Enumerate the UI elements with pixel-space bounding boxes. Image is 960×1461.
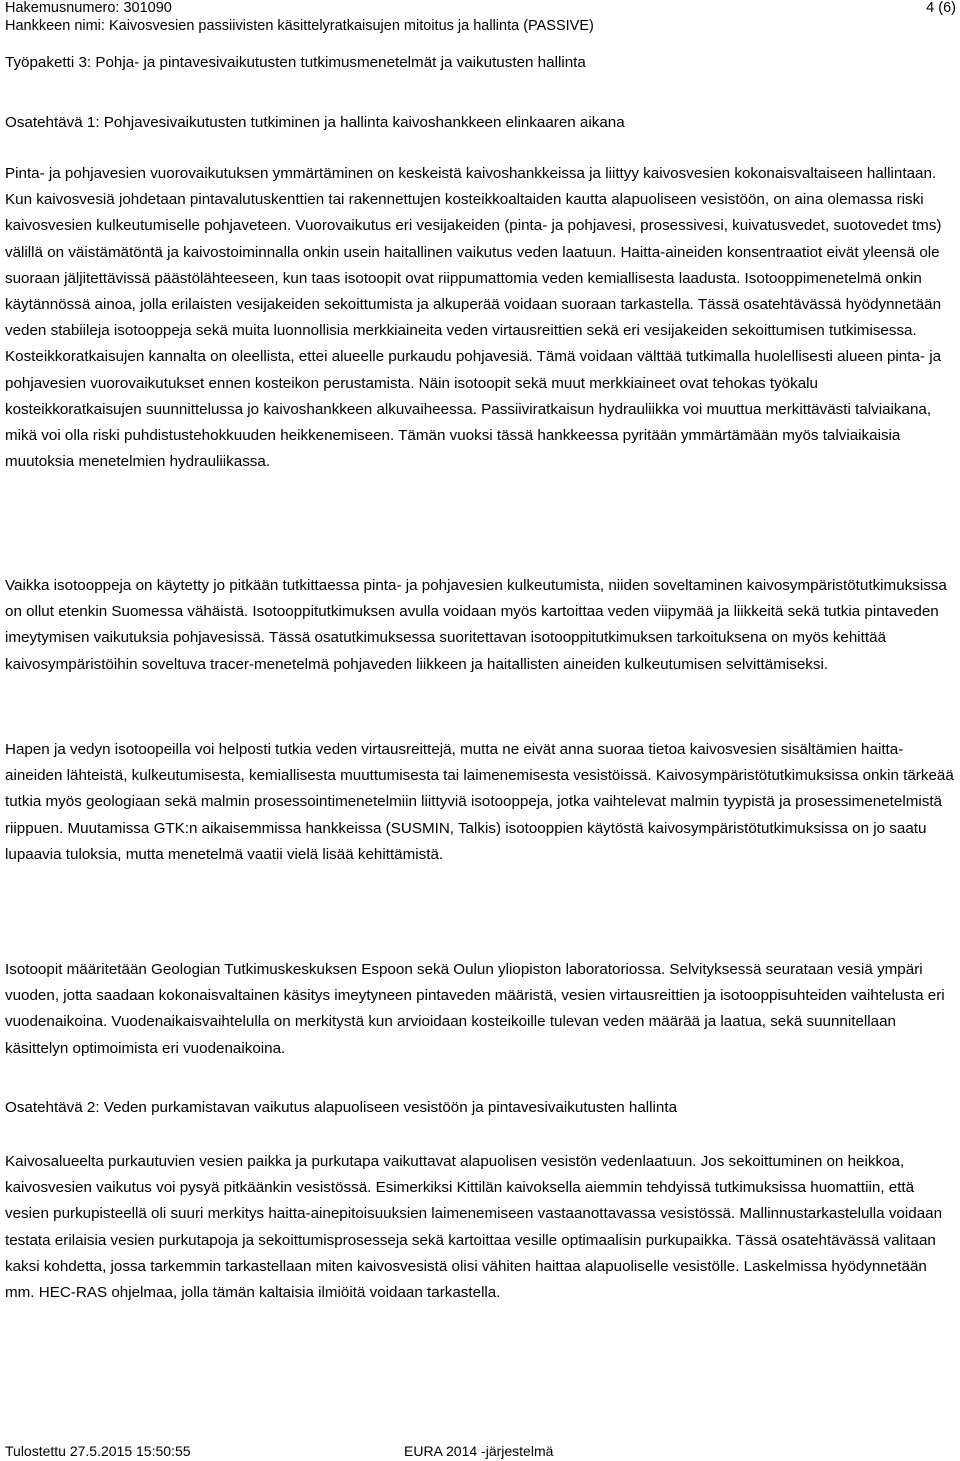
paragraph-laboratories: Isotoopit määritetään Geologian Tutkimuskeskuksen Espoon sekä Oulun yliopiston laboratoriossa. Selvityksessä seurataan vesiä ympäri vuoden, jotta saadaan kokonaisvaltainen käsitys imeytyneen pintaveden määristä, vesien virtausreittien ja isotooppisuhteiden vaihtelusta eri vuodenaikoina. Vuodenaikaisvaihtelulla on merkitystä kun arvioidaan kosteikoille tulevan veden määrää ja laatua, sekä suunnitellaan käsittelyn optimoimista eri vuodenaikoina. bbox=[5, 961, 945, 1057]
work-package-title: Työpaketti 3: Pohja- ja pintavesivaikutusten tutkimusmenetelmät ja vaikutusten hallinta bbox=[5, 54, 586, 71]
paragraph-oxygen-hydrogen: Hapen ja vedyn isotoopeilla voi helposti tutkia veden virtausreittejä, mutta ne eivät anna suoraa tietoa kaivosvesien sisältämien haitta-aineiden lähteistä, kulkeutumisesta, kemiallisesta muuttumisesta tai laimenemisesta vesistöissä. Kaivosympäristötutkimuksissa onkin tärkeää tutkia myös geologiaan sekä malmin prosessointimenetelmiin liittyviä isotooppeja, jotka vaihtelevat malmin tyypistä ja prosessimenetelmistä riippuen. Muutamissa GTK:n aikaisemmissa hankkeissa (SUSMIN, Talkis) isotooppien käytöstä kaivosympäristötutkimuksissa on jo saatu lupaavia tuloksia, mutta menetelmä vaatii vielä lisää kehittämistä. bbox=[5, 741, 954, 863]
footer-system-name: EURA 2014 -järjestelmä bbox=[404, 1443, 554, 1459]
subtask1-title: Osatehtävä 1: Pohjavesivaikutusten tutkiminen ja hallinta kaivoshankkeen elinkaaren aikana bbox=[5, 114, 625, 131]
subtask2-title: Osatehtävä 2: Veden purkamistavan vaikutus alapuoliseen vesistöön ja pintavesivaikutusten hallinta bbox=[5, 1099, 678, 1116]
application-number: Hakemusnumero: 301090 bbox=[5, 0, 172, 16]
page-number: 4 (6) bbox=[926, 0, 956, 16]
paragraph-discharge: Kaivosalueelta purkautuvien vesien paikka ja purkutapa vaikuttavat alapuolisen vesistön vedenlaatuun. Jos sekoittuminen on heikkoa, kaivosvesien vaikutus voi pysyä pitkäänkin vesistössä. Esimerkiksi Kittilän kaivoksella aiemmin tehdyissä tutkimuksissa huomattiin, että vesien purkupisteellä oli suuri merkitys haitta-ainepitoisuuksien laimenemiseen vastaanottavassa vesistössä. Mallinnustarkastelulla voidaan testata erilaisia vesien purkutapoja ja sekoittumisprosesseja sekä kartoittaa vesille optimaalisin purkupaikka. Tässä osatehtävässä valitaan kaksi kohdetta, jossa tarkemmin tarkastellaan miten kaivosvesistä olisi vähiten haittaa alapuoliselle vesistölle. Laskelmissa hyödynnetään mm. HEC-RAS ohjelmaa, jolla tämän kaltaisia ilmiöitä voidaan tarkastella. bbox=[5, 1153, 943, 1302]
paragraph-interaction: Pinta- ja pohjavesien vuorovaikutuksen ymmärtäminen on keskeistä kaivoshankkeissa ja liittyy kaivosvesien kokonaisvaltaiseen hallintaan. Kun kaivosvesiä johdetaan pintavalutuskenttien tai rakennettujen kosteikkoaltaiden kautta alapuoliseen vesistöön, on aina olemassa riski kaivosvesien kulkeutumiselle pohjaveteen. Vuorovaikutus eri vesijakeiden (pinta- ja pohjavesi, prosessivesi, kuivatusvedet, suotovedet tms) välillä on väistämätöntä ja kaivostoiminnalla onkin usein haitallinen vaikutus veden laatuun. Haitta-aineiden konsentraatiot eivät yleensä ole suoraan jäljitettävissä päästölähteeseen, kun taas isotoopit ovat riippumattomia veden kemiallisesta laadusta. Isotooppimenetelmä onkin käytännössä ainoa, jolla erilaisten vesijakeiden sekoittumista ja alkuperää voidaan suoraan tarkastella. Tässä osatehtävässä hyödynnetään veden stabiileja isotooppeja sekä muita luonnollisia merkkiaineita veden virtausreittien sekä eri vesijakeiden sekoittumisen tutkimisessa. Kosteikkoratkaisujen kannalta on oleellista, ettei alueelle purkaudu pohjavesiä. Tämä voidaan välttää tutkimalla huolellisesti alueen pinta- ja pohjavesien vuorovaikutukset ennen kosteikon perustamista. Näin isotoopit sekä muut merkkiaineet ovat tehokas työkalu kosteikkoratkaisujen suunnittelussa jo kaivoshankkeen alkuvaiheessa. Passiiviratkaisun hydrauliikka voi muuttua merkittävästi talviaikana, mikä voi olla riski puhdistustehokkuuden heikkenemiseen. Tämän vuoksi tässä hankkeessa pyritään ymmärtämään myös talviaikaisia muutoksia menetelmien hydrauliikassa. bbox=[5, 165, 942, 471]
project-name: Hankkeen nimi: Kaivosvesien passiivisten käsittelyratkaisujen mitoitus ja hallinta (PASSIVE) bbox=[5, 18, 594, 34]
footer-printed-date: Tulostettu 27.5.2015 15:50:55 bbox=[5, 1443, 191, 1459]
paragraph-isotopes-use: Vaikka isotooppeja on käytetty jo pitkään tutkittaessa pinta- ja pohjavesien kulkeutumista, niiden soveltaminen kaivosympäristötutkimuksissa on ollut etenkin Suomessa vähäistä. Isotooppitutkimuksen avulla voidaan myös kartoittaa veden viipymää ja liikkeitä sekä tutkia pintaveden imeytymisen vaikutuksia pohjavesissä. Tässä osatutkimuksessa suoritettavan isotooppitutkimuksen tarkoituksena on myös kehittää kaivosympäristöihin soveltuva tracer-menetelmä pohjaveden liikkeen ja haitallisten aineiden kulkeutumisen selvittämiseksi. bbox=[5, 577, 947, 673]
